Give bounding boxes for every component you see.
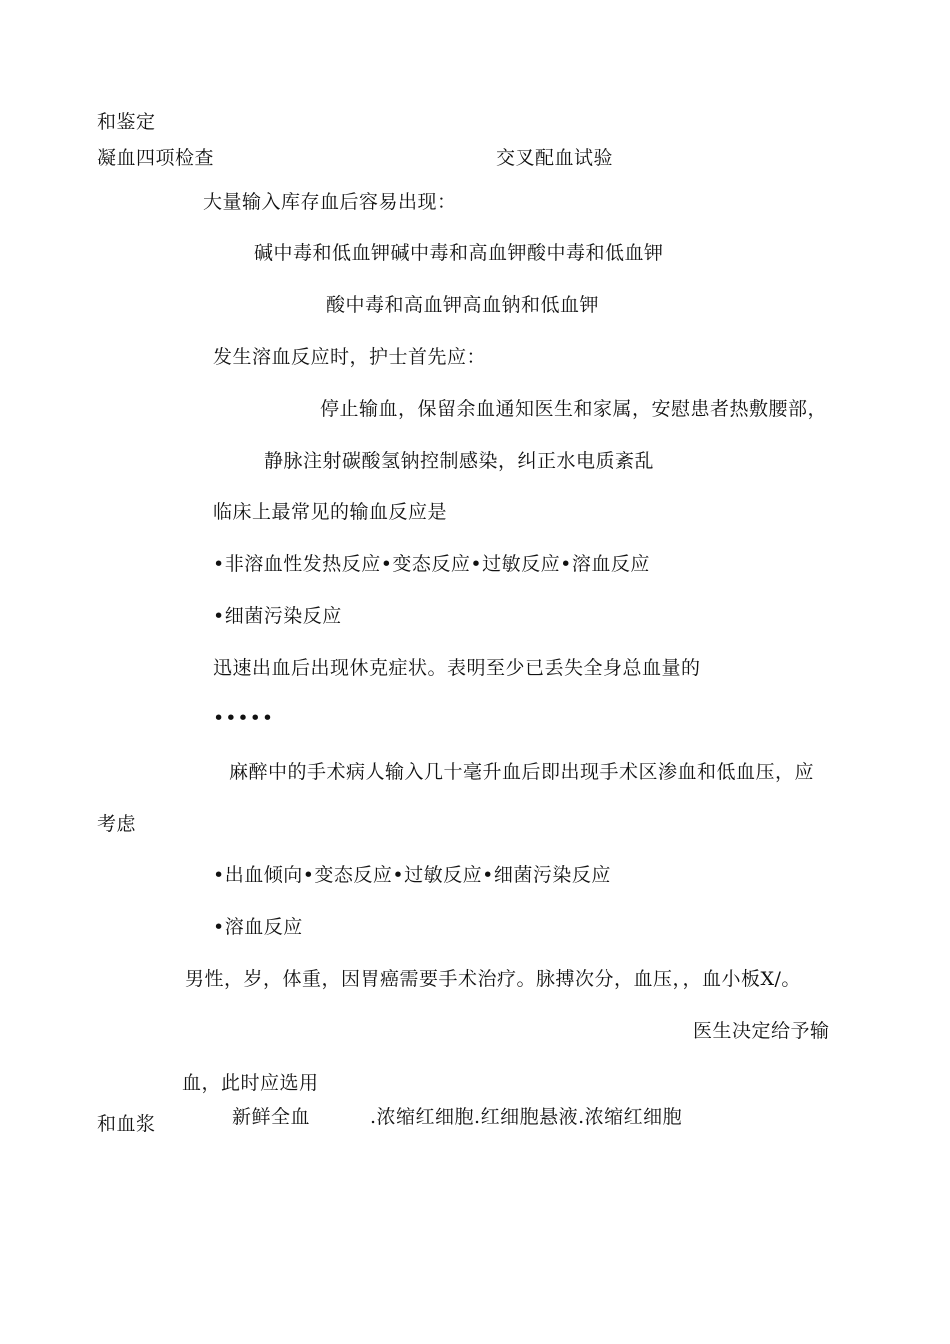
text-line-11: •非溶血性发热反应•变态反应•过敏反应•溶血反应 bbox=[213, 553, 650, 575]
text-line-10: 临床上最常见的输血反应是 bbox=[213, 501, 448, 523]
text-line-17: •出血倾向•变态反应•过敏反应•细菌污染反应 bbox=[213, 864, 611, 886]
text-line-19: 男性，岁，体重，因胃癌需要手术治疗。脉搏次分，血压，，血小板X/。 bbox=[185, 968, 801, 990]
text-line-14: ••••• bbox=[213, 707, 275, 729]
text-line-13: 迅速出血后出现休克症状。表明至少已丢失全身总血量的 bbox=[213, 657, 701, 679]
text-line-23: 新鲜全血 bbox=[232, 1106, 311, 1128]
text-line-16: 考虑 bbox=[97, 813, 137, 835]
text-line-22: 和血浆 bbox=[97, 1113, 156, 1135]
text-line-7: 发生溶血反应时，护士首先应： bbox=[213, 346, 487, 368]
text-line-2: 凝血四项检查 bbox=[97, 147, 215, 169]
text-line-9: 静脉注射碳酸氢钠控制感染，纠正水电质紊乱 bbox=[264, 450, 655, 472]
text-line-6: 酸中毒和高血钾高血钠和低血钾 bbox=[326, 294, 600, 316]
text-line-24: .浓缩红细胞.红细胞悬液.浓缩红细胞 bbox=[370, 1106, 683, 1128]
text-line-5: 碱中毒和低血钾碱中毒和高血钾酸中毒和低血钾 bbox=[254, 242, 664, 264]
text-line-15: 麻醉中的手术病人输入几十毫升血后即出现手术区渗血和低血压，应 bbox=[229, 761, 815, 783]
text-line-4: 大量输入库存血后容易出现： bbox=[203, 191, 457, 213]
text-line-8: 停止输血，保留余血通知医生和家属，安慰患者热敷腰部， bbox=[320, 398, 828, 420]
text-line-1: 和鉴定 bbox=[97, 111, 156, 133]
text-line-21: 血，此时应选用 bbox=[182, 1072, 319, 1094]
text-line-18: •溶血反应 bbox=[213, 916, 303, 938]
text-line-3: 交叉配血试验 bbox=[496, 147, 614, 169]
text-line-12: •细菌污染反应 bbox=[213, 605, 342, 627]
text-line-20: 医生决定给予输 bbox=[693, 1020, 830, 1042]
